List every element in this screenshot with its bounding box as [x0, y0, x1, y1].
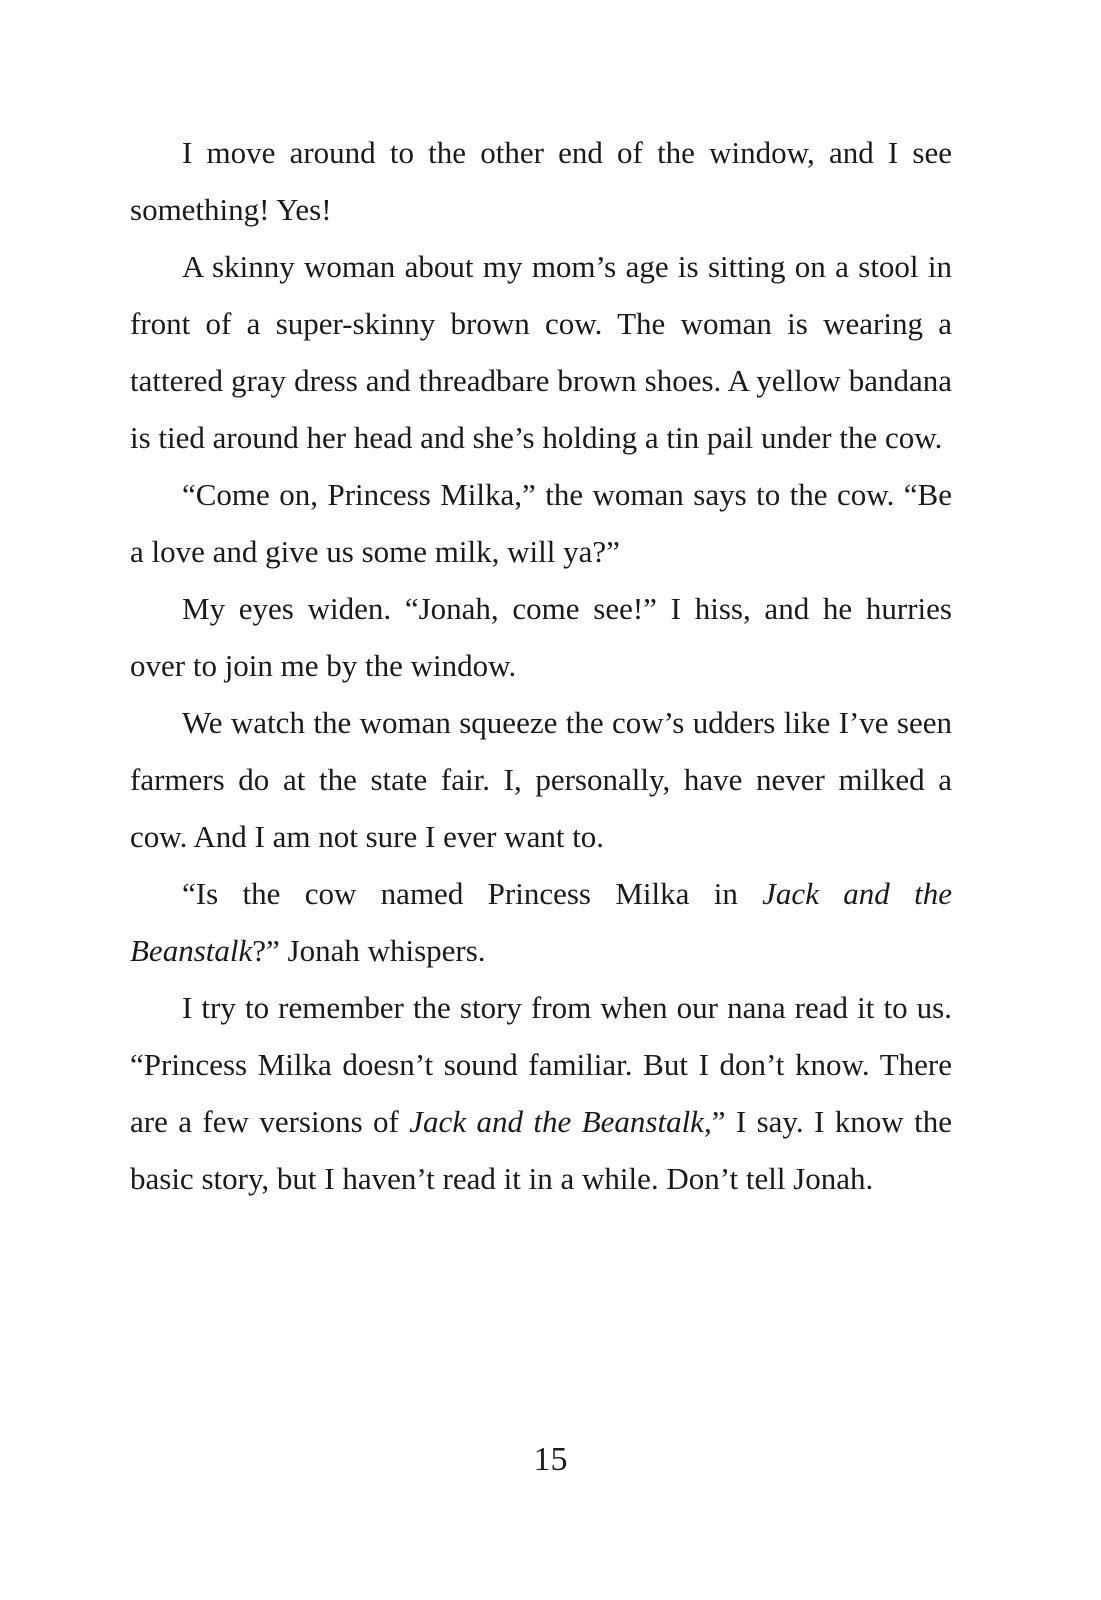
body-text [130, 124, 952, 1207]
paragraph-4 [130, 580, 952, 694]
paragraph-4-text: My eyes widen. “Jonah, come see!” I hiss, and he hurries over to join me by the window. [130, 591, 952, 683]
paragraph-3 [130, 466, 952, 580]
paragraph-7 [130, 979, 952, 1207]
paragraph-6-text-start: “Is the cow named Princess Milka in [182, 876, 763, 911]
book-title-italic: Jack and the Beanstalk [409, 1104, 704, 1139]
paragraph-5 [130, 694, 952, 865]
paragraph-6 [130, 865, 952, 979]
paragraph-3-text: “Come on, Princess Milka,” the woman says to the cow. “Be a love and give us some milk, will ya?” [130, 477, 952, 569]
page-number: 15 [533, 1441, 568, 1478]
paragraph-6-text-end: ?” Jonah whispers. [252, 933, 486, 968]
paragraph-1 [130, 124, 952, 238]
paragraph-7-text-end: ,” I say. I know the basic story, but I haven’t read it in a while. Don’t tell Jonah. [130, 1104, 952, 1196]
paragraph-2-text: A skinny woman about my mom’s age is sitting on a stool in front of a super-skinny brown cow. The woman is wearing a tattered gray dress and threadbare brown shoes. A yellow bandana is tied around her head and she’s holding a tin pail under the cow. [130, 249, 952, 455]
paragraph-2 [130, 238, 952, 466]
paragraph-7-text-start: I try to remember the story from when our nana read it to us. “Princess Milka doesn’t sound familiar. But I don’t know. There are a few versions of [130, 990, 952, 1139]
book-title-italic: Jack and the Beanstalk [130, 876, 953, 968]
paragraph-1-text: I move around to the other end of the window, and I see something! Yes! [130, 135, 952, 227]
paragraph-5-text: We watch the woman squeeze the cow’s udders like I’ve seen farmers do at the state fair. I, personally, have never milked a cow. And I am not sure I ever want to. [130, 705, 952, 854]
